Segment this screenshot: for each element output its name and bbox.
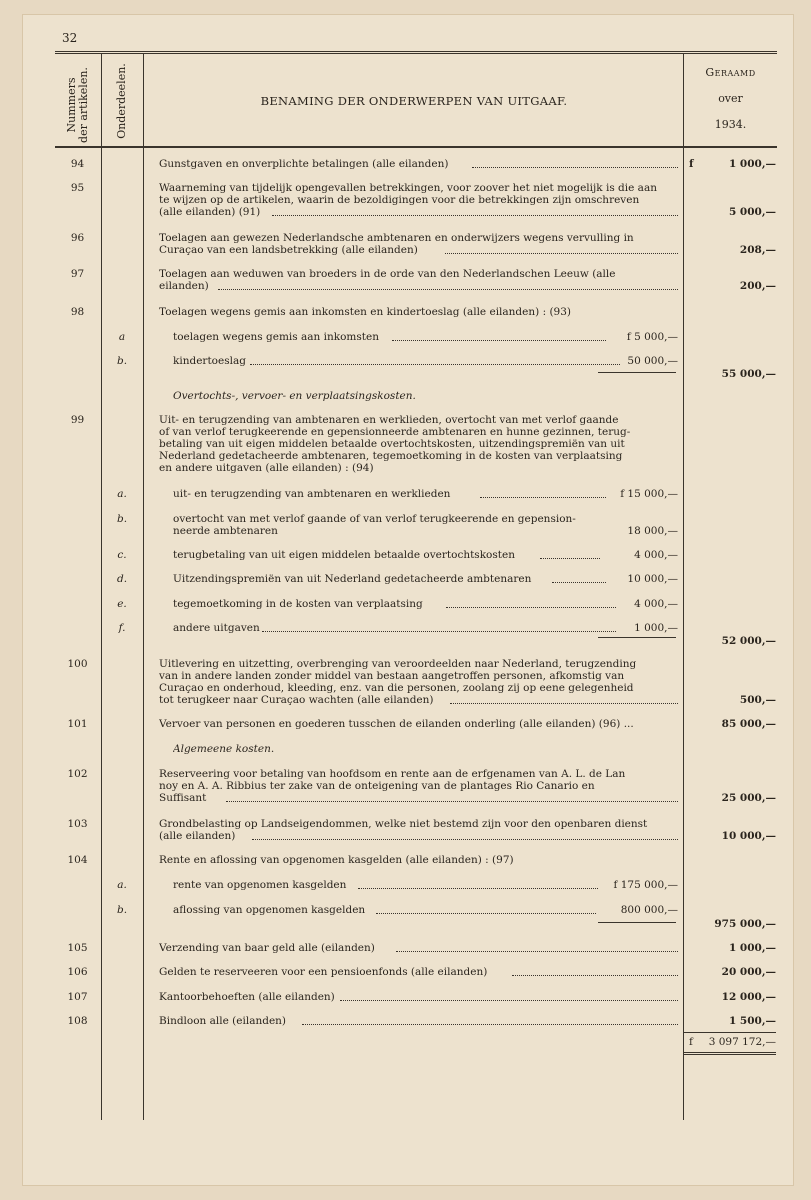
leader-dots: [358, 888, 598, 889]
article-amount: 975 000,—: [714, 918, 776, 930]
article-description: Kantoorbehoeften (alle eilanden): [159, 991, 335, 1003]
article-amount: 85 000,—: [721, 718, 776, 730]
article-amount: 5 000,—: [728, 206, 776, 218]
subitem-amount: f 15 000,—: [620, 488, 678, 500]
subitem-amount: 1 000,—: [634, 622, 678, 634]
subitem-label: f.: [118, 622, 126, 634]
subitem-amount: 800 000,—: [620, 904, 678, 916]
subitem-description: aflossing van opgenomen kasgelden: [173, 904, 366, 916]
subitem-label: a.: [117, 879, 127, 891]
article-amount: 1 000,—: [728, 942, 776, 954]
section-heading: Overtochts-, vervoer- en verplaatsingskosten.: [173, 390, 416, 402]
header-over: over: [718, 92, 743, 105]
subitem-description: andere uitgaven: [173, 622, 260, 634]
subitem-amount: f 175 000,—: [613, 879, 678, 891]
article-number: 95: [70, 182, 85, 194]
subitem-label: b.: [116, 513, 128, 525]
article-amount: 25 000,—: [721, 792, 776, 804]
currency-symbol: f: [689, 1036, 693, 1048]
leader-dots: [252, 839, 678, 840]
header-subdivisions: Onderdeelen.: [115, 63, 128, 139]
subitem-label: e.: [117, 598, 127, 610]
subitem-label: a: [118, 331, 126, 343]
article-description-line: van in andere landen zonder middel van bestaan aangetroffen personen, afkomstig van: [159, 670, 625, 682]
subitem-description: tegemoetkoming in de kosten van verplaatsing: [173, 598, 423, 610]
article-number: 100: [67, 658, 88, 670]
article-amount: 10 000,—: [721, 830, 776, 842]
leader-dots: [272, 215, 678, 216]
leader-dots: [218, 289, 678, 290]
table-heading: BENAMING DER ONDERWERPEN VAN UITGAAF.: [260, 94, 568, 108]
subtotal-rule: [598, 637, 676, 638]
article-number: 96: [70, 232, 85, 244]
article-number: 108: [67, 1015, 88, 1027]
article-amount: 200,—: [739, 280, 776, 292]
currency-symbol: f: [689, 158, 694, 170]
subitem-description: terugbetaling van uit eigen middelen betaalde overtochtskosten: [173, 549, 515, 561]
article-description: Rente en aflossing van opgenomen kasgelden (alle eilanden) : (97): [159, 854, 514, 866]
article-number: 94: [70, 158, 85, 170]
subitem-description: uit- en terugzending van ambtenaren en werklieden: [173, 488, 451, 500]
page-number: 32: [62, 31, 78, 45]
article-description-line: Nederland gedetacheerde ambtenaren, tegemoetkoming in de kosten van verplaatsing: [159, 450, 623, 462]
article-description-line: betaling van uit eigen middelen betaalde overtochtskosten, uitzendingspremiën van uit: [159, 438, 625, 450]
article-description-line: noy en A. A. Ribbius ter zake van de onteigening van de plantages Rio Canario en: [159, 780, 595, 792]
article-description-line: en andere uitgaven (alle eilanden) : (94): [159, 462, 374, 474]
subitem-description: kindertoeslag: [173, 355, 246, 367]
article-amount: 1 000,—: [728, 158, 776, 170]
subitem-label: c.: [117, 549, 127, 561]
column-divider: [143, 54, 144, 1120]
article-number: 105: [67, 942, 88, 954]
article-number: 101: [67, 718, 88, 730]
subitem-amount: 50 000,—: [627, 355, 678, 367]
article-description-line: eilanden): [159, 280, 209, 292]
subitem-amount: 4 000,—: [634, 549, 678, 561]
article-description: Bindloon alle (eilanden): [159, 1015, 287, 1027]
total-rule-bottom: [684, 1052, 776, 1055]
subitem-label: b.: [116, 904, 128, 916]
leader-dots: [262, 631, 616, 632]
article-amount: 12 000,—: [721, 991, 776, 1003]
article-description-line: Toelagen aan gewezen Nederlandsche ambtenaren en onderwijzers wegens vervulling in: [159, 232, 634, 244]
article-amount: 1 500,—: [728, 1015, 776, 1027]
article-amount: 20 000,—: [721, 966, 776, 978]
header-top-rule: [55, 51, 777, 55]
article-description-line: Reserveering voor betaling van hoofdsom en rente aan de erfgenamen van A. L. de Lan: [159, 768, 626, 780]
subitem-label: d.: [116, 573, 128, 585]
article-amount: 52 000,—: [721, 635, 776, 647]
article-description-line: Curaçao en onderhoud, kleeding, enz. van die personen, zoolang zij op eene gelegenheid: [159, 682, 634, 694]
leader-dots: [226, 801, 678, 802]
section-heading: Algemeene kosten.: [173, 743, 275, 755]
leader-dots: [340, 1000, 678, 1001]
article-description-line: Uitlevering en uitzetting, overbrenging van veroordeelden naar Nederland, terugzending: [159, 658, 637, 670]
article-number: 98: [70, 306, 85, 318]
article-description-line: tot terugkeer naar Curaçao wachten (alle eilanden): [159, 694, 434, 706]
article-description: Vervoer van personen en goederen tusschen de eilanden onderling (alle eilanden) (96) ...: [159, 718, 634, 730]
subitem-description: rente van opgenomen kasgelden: [173, 879, 347, 891]
article-number: 99: [70, 414, 85, 426]
leader-dots: [376, 913, 596, 914]
leader-dots: [512, 975, 678, 976]
leader-dots: [472, 167, 678, 168]
article-number: 103: [67, 818, 88, 830]
subitem-description: toelagen wegens gemis aan inkomsten: [173, 331, 379, 343]
article-description-line: Waarneming van tijdelijk opengevallen betrekkingen, voor zoover het niet mogelijk is die aan: [159, 182, 657, 194]
article-number: 97: [70, 268, 85, 280]
header-year: 1934.: [714, 118, 747, 131]
header-geraamd: Geraamd: [705, 66, 756, 79]
article-description-line: te wijzen op de artikelen, waarin de bezoldigingen voor die betrekkingen zijn omschreven: [159, 194, 640, 206]
article-number: 106: [67, 966, 88, 978]
article-description: Verzending van baar geld alle (eilanden): [159, 942, 375, 954]
leader-dots: [445, 253, 678, 254]
leader-dots: [302, 1024, 678, 1025]
article-description: Toelagen wegens gemis aan inkomsten en kindertoeslag (alle eilanden) : (93): [159, 306, 571, 318]
total-rule-top: [684, 1032, 776, 1033]
leader-dots: [392, 340, 606, 341]
grand-total-amount: 3 097 172,—: [708, 1036, 776, 1048]
header-article-numbers: Nummers der artikelen.: [65, 67, 90, 143]
article-description: Gelden te reserveeren voor een pensioenfonds (alle eilanden): [159, 966, 488, 978]
subitem-label: b.: [116, 355, 128, 367]
article-description-line: (alle eilanden): [159, 830, 236, 842]
subtotal-rule: [598, 922, 676, 923]
article-description-line: Suffisant: [159, 792, 207, 804]
column-divider: [101, 54, 102, 1120]
article-description-line: (alle eilanden) (91): [159, 206, 261, 218]
leader-dots: [480, 497, 606, 498]
subitem-amount: 4 000,—: [634, 598, 678, 610]
subitem-amount: 18 000,—: [627, 525, 678, 537]
article-description-line: of van verlof terugkeerende en gepensionneerde ambtenaren en hunne gezinnen, terug-: [159, 426, 631, 438]
article-amount: 55 000,—: [721, 368, 776, 380]
subtotal-rule: [598, 372, 676, 373]
subitem-label: a.: [117, 488, 127, 500]
subitem-description: Uitzendingspremiën van uit Nederland gedetacheerde ambtenaren: [173, 573, 532, 585]
subitem-description-line: overtocht van met verlof gaande of van verlof terugkeerende en gepension-: [173, 513, 576, 525]
leader-dots: [396, 951, 678, 952]
article-amount: 500,—: [739, 694, 776, 706]
header-bottom-rule: [55, 146, 777, 148]
article-description: Gunstgaven en onverplichte betalingen (alle eilanden): [159, 158, 449, 170]
article-number: 102: [67, 768, 88, 780]
article-number: 107: [67, 991, 88, 1003]
article-amount: 208,—: [739, 244, 776, 256]
article-description-line: Grondbelasting op Landseigendommen, welke niet bestemd zijn voor den openbaren dienst: [159, 818, 648, 830]
column-divider: [683, 54, 684, 1120]
article-description-line: Toelagen aan weduwen van broeders in de orde van den Nederlandschen Leeuw (alle: [159, 268, 616, 280]
leader-dots: [450, 703, 678, 704]
article-number: 104: [67, 854, 88, 866]
subitem-description-line: neerde ambtenaren: [173, 525, 278, 537]
leader-dots: [250, 364, 620, 365]
article-description-line: Curaçao van een landsbetrekking (alle eilanden): [159, 244, 418, 256]
subitem-amount: 10 000,—: [627, 573, 678, 585]
subitem-amount: f 5 000,—: [626, 331, 678, 343]
article-description-line: Uit- en terugzending van ambtenaren en werklieden, overtocht van met verlof gaande: [159, 414, 619, 426]
